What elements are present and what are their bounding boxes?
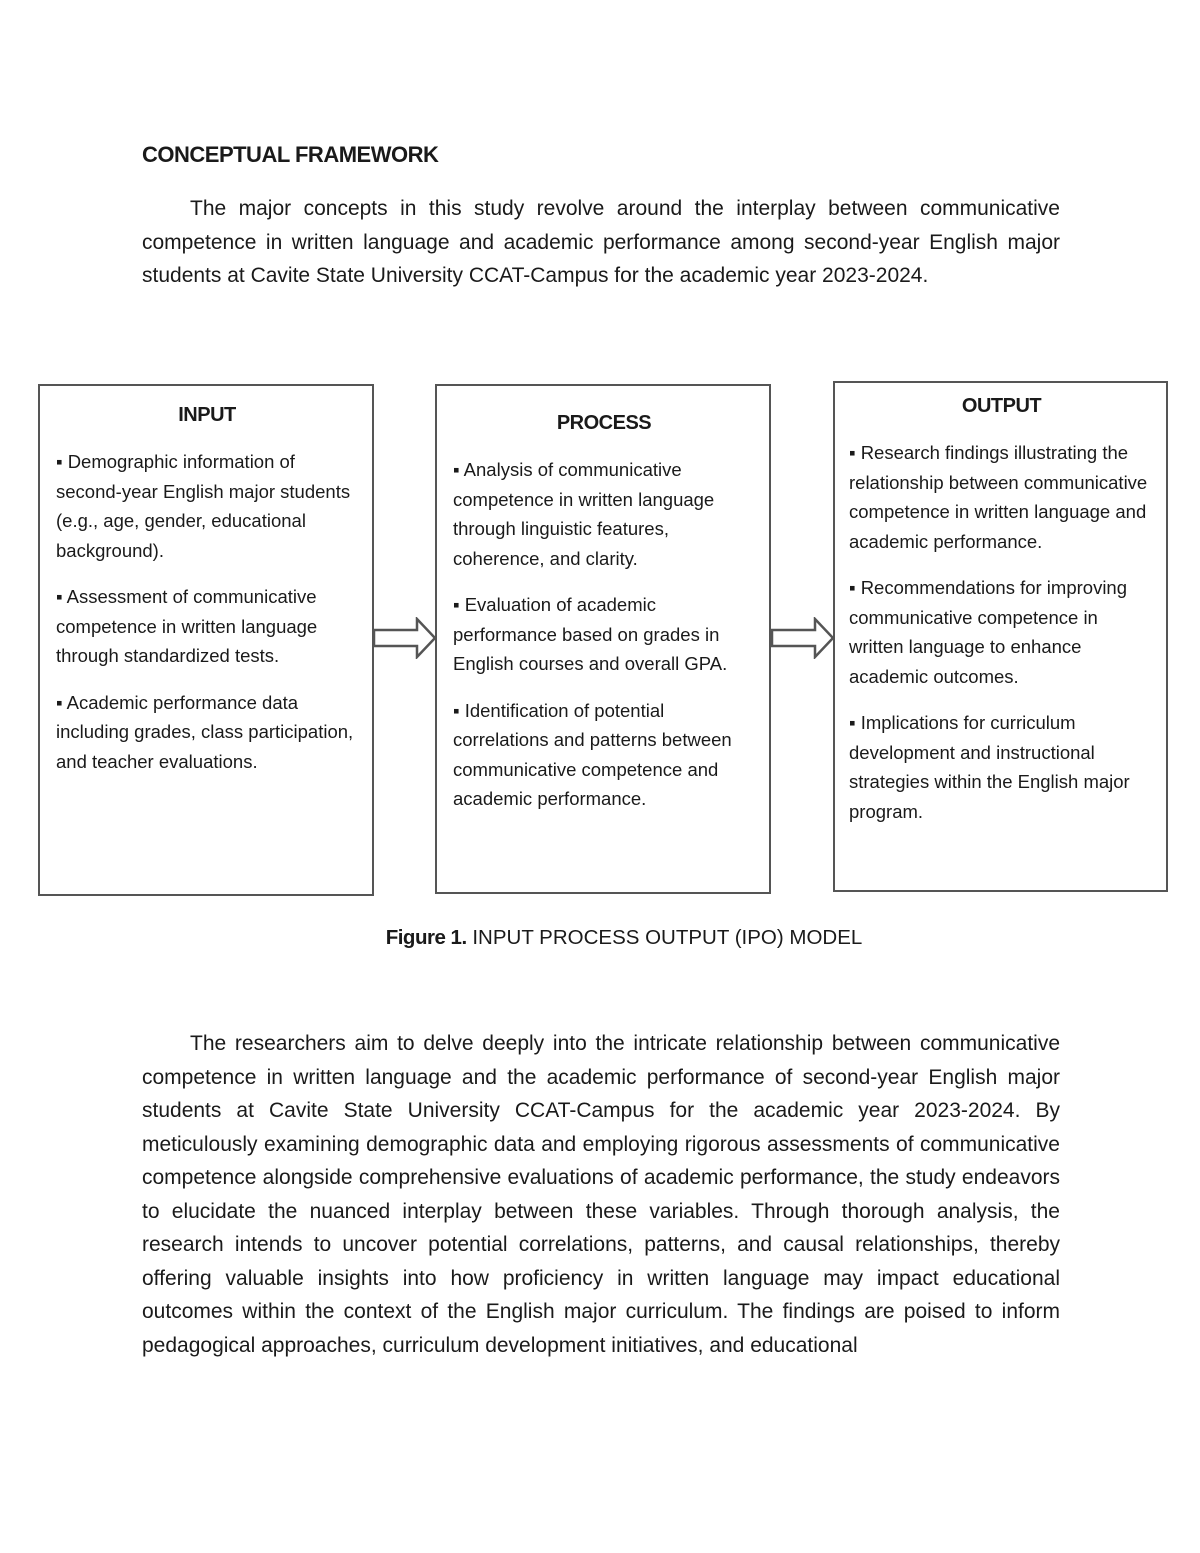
- output-item: ▪ Research findings illustrating the relationship between communicative competence in written language and academic performance.: [849, 442, 1148, 552]
- input-title: INPUT: [178, 404, 236, 426]
- ipo-output-box: [833, 381, 1168, 892]
- section-heading: CONCEPTUAL FRAMEWORK: [142, 142, 439, 167]
- arrow-right-icon: [771, 617, 835, 659]
- output-title: OUTPUT: [961, 395, 1042, 417]
- ipo-input-box: [38, 384, 374, 896]
- input-item: ▪ Assessment of communicative competence in written language through standardized tests.: [56, 586, 318, 666]
- figure-label: Figure 1.: [385, 926, 467, 949]
- arrow-right-icon: [373, 617, 437, 659]
- figure-caption: [0, 926, 1200, 950]
- input-item: ▪ Academic performance data including grades, class participation, and teacher evaluations.: [56, 691, 354, 772]
- process-item: ▪ Identification of potential correlations and patterns between communicative competence and academic performance.: [453, 699, 732, 809]
- input-item: ▪ Demographic information of second-year English major students (e.g., age, gender, educational background).: [56, 451, 351, 561]
- output-item: ▪ Implications for curriculum development and instructional strategies within the English major program.: [849, 712, 1130, 822]
- figure-caption-text: INPUT PROCESS OUTPUT (IPO) MODEL: [466, 926, 863, 949]
- body-paragraph: The researchers aim to delve deeply into the intricate relationship between communicative competence in written language and the academic performance of second-year English major students at Cavite State University CCAT-Campus for the academic year 2023-2024. By meticulously examining demographic data and employing rigorous assessments of communicative competence alongside comprehensive evaluations of academic performance, the study endeavors to elucidate the nuanced interplay between these variables. Through thorough analysis, the research intends to uncover potential correlations, patterns, and causal relationships, thereby offering valuable insights into how proficiency in written language may impact educational outcomes within the context of the English major curriculum. The findings are poised to inform pedagogical approaches, curriculum development initiatives, and educational: [142, 1032, 1060, 1357]
- ipo-process-box: [435, 384, 771, 894]
- process-item: ▪ Analysis of communicative competence in written language through linguistic features, coherence, and clarity.: [453, 459, 715, 569]
- output-item: ▪ Recommendations for improving communicative competence in written language to enhance academic outcomes.: [849, 577, 1128, 687]
- process-title: PROCESS: [556, 412, 652, 434]
- process-item: ▪ Evaluation of academic performance based on grades in English courses and overall GPA.: [453, 594, 728, 674]
- intro-paragraph: The major concepts in this study revolve around the interplay between communicative competence in written language and academic performance among second-year English major students at Cavite State University CCAT-Campus for the academic year 2023-2024.: [142, 197, 1060, 287]
